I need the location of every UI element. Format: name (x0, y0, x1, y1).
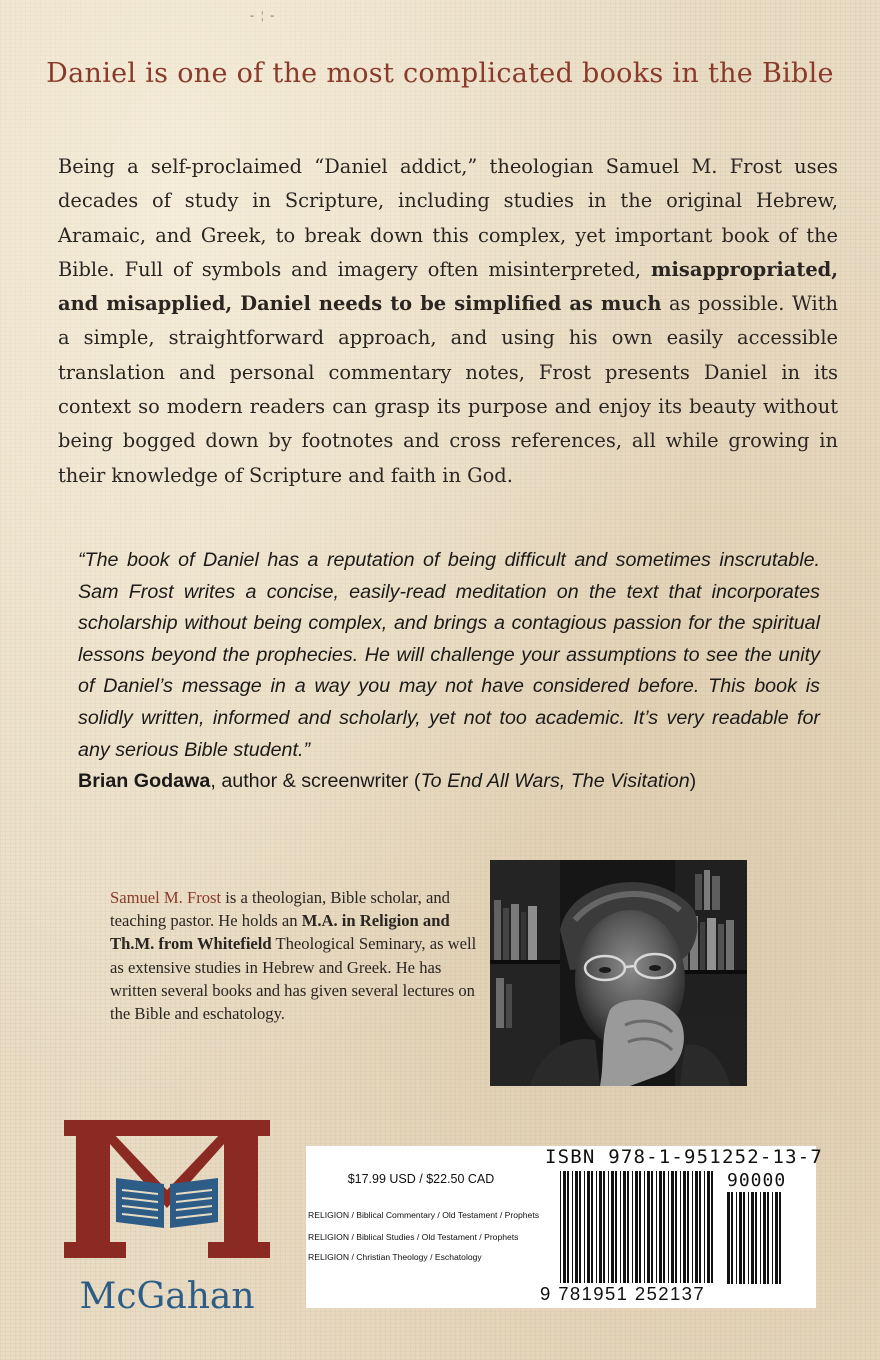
subject-line-3: RELIGION / Christian Theology / Eschatology (308, 1252, 482, 1262)
barcode-bar (692, 1171, 693, 1283)
author-bio (110, 886, 480, 1025)
ean-barcode (560, 1171, 720, 1283)
barcode-bar (572, 1171, 573, 1283)
barcode-bar (627, 1171, 629, 1283)
publisher-logo (56, 1120, 278, 1320)
barcode-bar (591, 1171, 593, 1283)
barcode-bar (775, 1192, 778, 1284)
barcode-bar (632, 1171, 633, 1283)
bio-degrees: M.A. in Religion and Th.M. from Whitefield (110, 911, 450, 954)
barcode-bar (615, 1171, 617, 1283)
barcode-bar (579, 1171, 581, 1283)
barcode-bar (755, 1192, 757, 1284)
price-code: 90000 (727, 1170, 787, 1191)
barcode-bar (644, 1171, 645, 1283)
mcgahan-logo-mark (56, 1120, 278, 1320)
barcode-bar (763, 1192, 766, 1284)
barcode-bar (656, 1171, 657, 1283)
barcode-bar (611, 1171, 614, 1283)
barcode-bar (743, 1192, 745, 1284)
barcode-bar (603, 1171, 605, 1283)
bio-author-name: Samuel M. Frost (110, 888, 222, 907)
top-ornament: - ¦ - (250, 8, 277, 22)
ean-digits: 9 781951 252137 (540, 1283, 706, 1304)
quote-close: ) (689, 770, 697, 793)
barcode-bar (767, 1192, 769, 1284)
barcode-bar (651, 1171, 653, 1283)
barcode-bar (567, 1171, 569, 1283)
author-photo (490, 860, 747, 1086)
barcode-bar (707, 1171, 710, 1283)
quote-author: Brian Godawa (78, 770, 211, 793)
barcode-bar (560, 1171, 561, 1283)
barcode-bar (711, 1171, 713, 1283)
quote-author-works: To End All Wars, The Visitation (420, 770, 690, 793)
barcode-bar (663, 1171, 665, 1283)
barcode-bar (668, 1171, 669, 1283)
barcode-bar (659, 1171, 662, 1283)
barcode-bar (623, 1171, 626, 1283)
barcode-bar (596, 1171, 597, 1283)
blurb-part-1: Being a self-proclaimed “Daniel addict,” theologian Samuel M. Frost uses decades of study in Scripture, including studies in the original Hebrew, Aramaic, and Greek, to break down this complex, yet important book of the Bible. Full of symbols and imagery often misinterpreted, (58, 155, 838, 281)
barcode-bar (751, 1192, 754, 1284)
blurb-bold-part: misappropriated, and misapplied, Daniel needs to be simplified as much (58, 257, 838, 316)
quote-author-role: , author & screenwriter ( (210, 770, 421, 793)
barcode-bar (671, 1171, 674, 1283)
barcode-bar (683, 1171, 686, 1283)
barcode-bar (704, 1171, 705, 1283)
barcode-bar (736, 1192, 737, 1284)
publisher-name: McGahan (79, 1276, 255, 1317)
barcode-bar (639, 1171, 641, 1283)
barcode-bar (599, 1171, 602, 1283)
barcode-bar (699, 1171, 701, 1283)
barcode-bar (620, 1171, 621, 1283)
barcode-bar (608, 1171, 609, 1283)
isbn-number: ISBN 978-1-951252-13-7 (545, 1146, 824, 1168)
barcode-bar (739, 1192, 742, 1284)
price-label: $17.99 USD / $22.50 CAD (347, 1172, 495, 1186)
addon-barcode (727, 1192, 787, 1284)
description-paragraph (58, 150, 838, 493)
barcode-bar (687, 1171, 689, 1283)
barcode-bar (675, 1171, 677, 1283)
barcode-bar (647, 1171, 650, 1283)
barcode-bar (727, 1192, 730, 1284)
headline: Daniel is one of the most complicated books in the Bible (46, 58, 834, 89)
quote-text: “The book of Daniel has a reputation of being difficult and sometimes inscrutable. Sam Frost writes a concise, easily-read meditation on the text that incorporates scholarship without being complex, and brings a contagious passion for the spiritual lessons beyond the prophecies. He will challenge your assumptions to see the unity of Daniel’s message in a way you may not have considered before. This book is solidly written, informed and scholarly, yet not too academic. It’s very readable for any serious Bible student.” (78, 549, 820, 761)
barcode-bar (584, 1171, 585, 1283)
subject-line-1: RELIGION / Biblical Commentary / Old Testament / Prophets (308, 1210, 540, 1220)
endorsement-quote (78, 545, 820, 798)
barcode-bar (575, 1171, 578, 1283)
barcode-bar (731, 1192, 733, 1284)
barcode-bar (563, 1171, 566, 1283)
author-photo-illustration (490, 860, 747, 1086)
barcode-bar (760, 1192, 761, 1284)
barcode-bar (748, 1192, 749, 1284)
barcode-bar (680, 1171, 681, 1283)
subject-line-2: RELIGION / Biblical Studies / Old Testament / Prophets (308, 1232, 519, 1242)
barcode-bar (635, 1171, 638, 1283)
blurb-part-2: as possible. With a simple, straightforward approach, and using his own easily accessible translation and personal commentary notes, Frost presents Daniel in its context so modern readers can grasp its purpose and enjoy its beauty without being bogged down by footnotes and cross references, all while growing in their knowledge of Scripture and faith in God. (58, 292, 839, 487)
barcode-bar (695, 1171, 698, 1283)
barcode-bar (587, 1171, 590, 1283)
bio-text-2: Theological Seminary, as well as extensive studies in Hebrew and Greek. He has written several books and has given several lectures on the Bible and eschatology. (110, 934, 477, 1024)
barcode-bar (772, 1192, 773, 1284)
bio-text-1: is a theologian, Bible scholar, and teaching pastor. He holds an (110, 888, 450, 931)
barcode-bar (779, 1192, 781, 1284)
